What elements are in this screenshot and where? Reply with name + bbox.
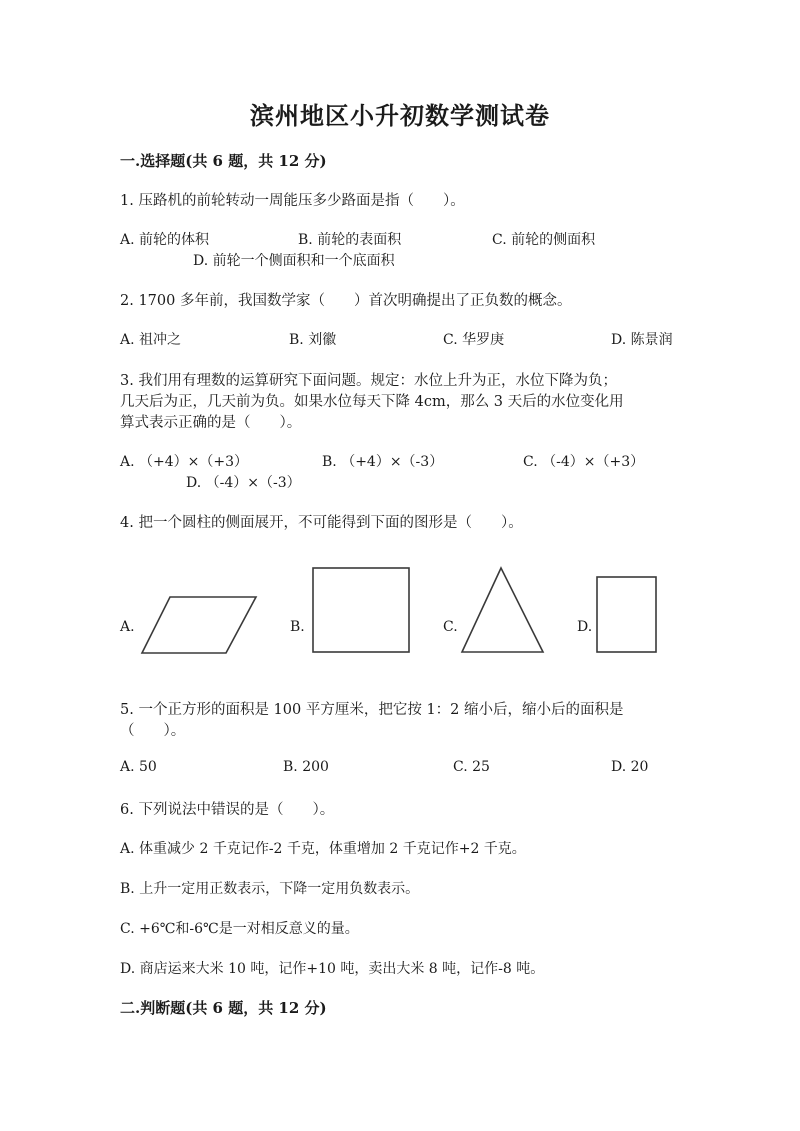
question-6-option-d: D. 商店运来大米 10 吨，记作+10 吨，卖出大米 8 吨，记作-8 吨。 bbox=[120, 961, 545, 977]
question-5-option-b: B. 200 bbox=[283, 759, 329, 775]
rectangle-shape bbox=[596, 576, 657, 653]
question-3-option-b: B. （+4）×（-3） bbox=[322, 454, 444, 470]
question-2-option-c: C. 华罗庚 bbox=[443, 332, 505, 348]
section-heading-judgement: 二.判断题(共 6 题，共 12 分) bbox=[120, 999, 327, 1017]
question-2-stem: 2. 1700 多年前，我国数学家（ ）首次明确提出了正负数的概念。 bbox=[120, 293, 572, 309]
question-2-option-a: A. 祖冲之 bbox=[120, 332, 182, 348]
question-1-option-a: A. 前轮的体积 bbox=[120, 232, 210, 248]
section-heading-choice: 一.选择题(共 6 题，共 12 分) bbox=[120, 152, 327, 170]
question-4-stem: 4. 把一个圆柱的侧面展开，不可能得到下面的图形是（ ）。 bbox=[120, 515, 523, 531]
question-3-stem-line: 3. 我们用有理数的运算研究下面问题。规定：水位上升为正，水位下降为负； bbox=[120, 373, 617, 389]
question-3-stem-line: 算式表示正确的是（ ）。 bbox=[120, 415, 302, 431]
question-1-option-c: C. 前轮的侧面积 bbox=[492, 232, 596, 248]
question-4-option-d-label: D. bbox=[577, 619, 593, 635]
question-5-option-a: A. 50 bbox=[120, 759, 157, 775]
question-6-stem: 6. 下列说法中错误的是（ ）。 bbox=[120, 802, 335, 818]
question-6-option-a: A. 体重减少 2 千克记作-2 千克，体重增加 2 千克记作+2 千克。 bbox=[120, 841, 526, 857]
question-5-option-c: C. 25 bbox=[453, 759, 490, 775]
question-6-option-b: B. 上升一定用正数表示，下降一定用负数表示。 bbox=[120, 881, 420, 897]
question-3-stem-line: 几天后为正，几天前为负。如果水位每天下降 4cm，那么 3 天后的水位变化用 bbox=[120, 394, 624, 410]
question-2-option-d: D. 陈景润 bbox=[611, 332, 673, 348]
question-4-option-a-label: A. bbox=[120, 619, 135, 635]
question-1-option-b: B. 前轮的表面积 bbox=[298, 232, 402, 248]
question-4-option-c-label: C. bbox=[443, 619, 458, 635]
question-5-stem-line: （ ）。 bbox=[120, 723, 186, 739]
question-3-option-c: C. （-4）×（+3） bbox=[523, 454, 645, 470]
question-3-option-d: D. （-4）×（-3） bbox=[186, 475, 301, 491]
question-4-option-b-label: B. bbox=[290, 619, 305, 635]
square-shape bbox=[312, 567, 410, 653]
parallelogram-shape bbox=[140, 594, 260, 656]
question-5-stem-line: 5. 一个正方形的面积是 100 平方厘米，把它按 1：2 缩小后，缩小后的面积是 bbox=[120, 702, 624, 718]
question-5-option-d: D. 20 bbox=[611, 759, 649, 775]
page-title: 滨州地区小升初数学测试卷 bbox=[250, 101, 550, 130]
question-1-option-d: D. 前轮一个侧面积和一个底面积 bbox=[193, 253, 395, 269]
triangle-shape bbox=[460, 566, 546, 654]
question-6-option-c: C. +6℃和-6℃是一对相反意义的量。 bbox=[120, 921, 359, 937]
question-3-option-a: A. （+4）×（+3） bbox=[120, 454, 249, 470]
question-2-option-b: B. 刘徽 bbox=[289, 332, 337, 348]
question-1-stem: 1. 压路机的前轮转动一周能压多少路面是指（ ）。 bbox=[120, 193, 465, 209]
